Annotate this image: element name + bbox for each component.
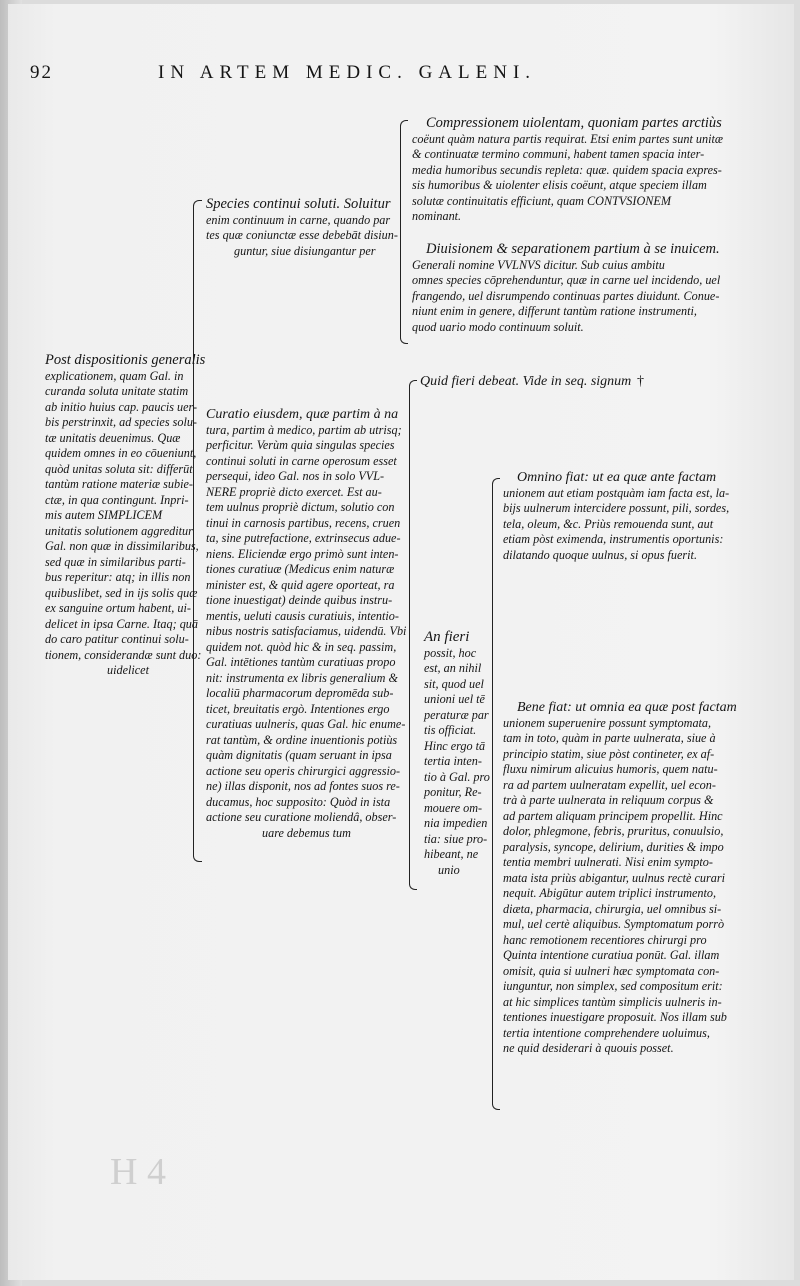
curatio-line: actione seu operis chirurgici aggressio- xyxy=(206,763,401,778)
omnino-line: tela, oleum, &c. Priùs remouenda sunt, aut xyxy=(503,516,714,531)
show-through-signature: H 4 xyxy=(110,1151,166,1193)
diuisio-text xyxy=(412,242,720,335)
curatio-line: Curatio eiusdem, quæ partim à na xyxy=(206,407,399,422)
an-fieri-line: tertia inten- xyxy=(424,754,482,768)
curatio-line: ne) illas disponit, nos ad fontes suos re- xyxy=(206,779,400,793)
bene-text xyxy=(503,700,737,1057)
bene-line: tertia intentione comprehendere uoluimus, xyxy=(503,1025,710,1040)
curatio-line: continui soluti in carne operosum esset xyxy=(206,453,397,468)
curatio-line: NERE propriè dicto exercet. Est au- xyxy=(206,484,382,499)
curatio-line: ta, sine putrefactione, extrinsecus adue- xyxy=(206,531,401,545)
bene-line: at hic simplices tantùm simplicis uulneris in- xyxy=(503,994,722,1009)
diuisio-line: Diuisionem & separationem partium à se inuicem. xyxy=(426,241,720,257)
an-fieri-line: est, an nihil xyxy=(424,661,482,675)
left-line: Gal. non quæ in dissimilaribus, xyxy=(45,539,199,553)
omnino-text xyxy=(503,470,729,563)
curatio-line: tem uulnus propriè dictum, solutio con xyxy=(206,500,395,514)
diuisio-line: quod uario modo continuum soluit. xyxy=(412,319,584,334)
an-fieri-line: hibeant, ne xyxy=(424,847,479,861)
left-line: Post dispositionis generalis xyxy=(45,352,206,368)
curatio-line: quàm dignitatis (quam seruant in ipsa xyxy=(206,748,392,762)
bene-line: ad partem aliquam principem propellit. Hinc xyxy=(503,808,723,823)
left-line: explicationem, quam Gal. in xyxy=(45,368,184,383)
compressio-line: coëunt quàm natura partis requirat. Etsi enim partes sunt unitæ xyxy=(412,131,724,146)
left-line: quidem omnes in eo cōueniunt, xyxy=(45,446,197,460)
left-line: tæ unitatis deuenimus. Quæ xyxy=(45,430,181,445)
left-line: tantùm ratione materiæ subie- xyxy=(45,477,193,491)
left-column-text xyxy=(45,353,205,679)
an-fieri-line: An fieri xyxy=(424,629,470,645)
left-line: curanda soluta unitate statim xyxy=(45,384,189,398)
bene-line: iunguntur, non simplex, sed compositum erit: xyxy=(503,979,723,993)
left-line: delicet in ipsa Carne. Itaq; quā xyxy=(45,616,198,631)
left-line: do caro patitur continui solu- xyxy=(45,632,189,646)
an-fieri-line: possit, hoc xyxy=(424,645,477,660)
diuisio-line: frangendo, uel disrumpendo continuas partes diuidunt. Conue- xyxy=(412,288,720,303)
omnino-line: bijs uulnerum intercidere possunt, pili, sordes, xyxy=(503,501,730,515)
an-fieri-line: sit, quod uel xyxy=(424,676,484,691)
curatio-line: nibus nostris satisfaciamus, uidendū. Vbi xyxy=(206,624,407,638)
bene-line: ne quid desiderari à quouis posset. xyxy=(503,1041,674,1055)
bene-line: tentia membri uulnerati. Nisi enim sympto- xyxy=(503,855,713,869)
brace-species xyxy=(400,120,408,344)
dagger-mark: † xyxy=(637,374,644,389)
curatio-line: persequi, ideo Gal. nos in solo VVL- xyxy=(206,469,385,483)
curatio-line: quidem not. quòd hic & in seq. passim, xyxy=(206,639,397,654)
left-line: tionem, considerandæ sunt duo: xyxy=(45,647,202,662)
bene-line: omisit, quia si uulneri hæc symptomata con- xyxy=(503,963,720,978)
omnino-line: dilatando quoque uulnus, si opus fuerit. xyxy=(503,547,697,562)
running-title: IN ARTEM MEDIC. GALENI. xyxy=(158,62,537,83)
bene-line: hanc remotionem recentiores chirurgi pro xyxy=(503,932,707,947)
diuisio-line: Generali nomine VVLNVS dicitur. Sub cuius ambitu xyxy=(412,257,665,272)
left-line: unitatis solutionem aggreditur xyxy=(45,523,193,538)
compressio-line: media humoribus secundis repleta: quæ. quidem spacia expres- xyxy=(412,162,722,177)
left-line: sed quæ in similaribus parti- xyxy=(45,554,186,569)
compressio-line: nominant. xyxy=(412,209,462,223)
bene-line: fluxu nimirum alicuius humoris, quem natu- xyxy=(503,762,718,776)
curatio-line: rat tantùm, & ordine inuentionis potiùs xyxy=(206,732,398,747)
quid-fieri-text xyxy=(420,374,631,390)
an-fieri-line: Hinc ergo tā xyxy=(424,738,486,753)
curatio-text xyxy=(206,407,406,841)
left-line: ex sanguine ortum habent, ui- xyxy=(45,601,191,615)
omnino-line: etiam pòst eximenda, instrumentis oportunis: xyxy=(503,532,724,546)
an-fieri-line: unioni uel tē xyxy=(424,692,485,706)
bene-line: Quinta intentione curatiua ponūt. Gal. illam xyxy=(503,948,720,962)
bene-line: mata ista priùs abigantur, uulnus rectè curari xyxy=(503,870,725,885)
left-line: quòd unitas soluta sit: differūt xyxy=(45,461,193,476)
species-line: guntur, siue disiungantur per xyxy=(234,243,376,258)
curatio-line: perficitur. Verùm quia singulas species xyxy=(206,438,395,452)
curatio-line: ticet, breuitatis ergò. Intentiones ergo xyxy=(206,701,390,716)
diuisio-line: niunt enim in genere, differunt tantùm ratione instrumenti, xyxy=(412,304,697,318)
bene-line: diæta, pharmacia, chirurgia, uel omnibus si- xyxy=(503,901,722,916)
brace-curatio xyxy=(409,380,417,890)
an-fieri-line: unio xyxy=(438,862,460,877)
species-text xyxy=(206,197,398,259)
species-line: Species continui soluti. Soluitur xyxy=(206,196,391,212)
bene-line: tam in toto, quàm in parte uulnerata, siue à xyxy=(503,731,716,745)
curatio-line: actione seu curatione moliendâ, obser- xyxy=(206,810,397,824)
species-line: enim continuum in carne, quando par xyxy=(206,212,391,227)
left-line: mis autem SIMPLICEM xyxy=(45,508,163,522)
curatio-line: uare debemus tum xyxy=(262,825,351,840)
quid-fieri-line: Quid fieri debeat. Vide in seq. signum xyxy=(420,374,632,389)
bene-line: Bene fiat: ut omnia ea quæ post factam xyxy=(517,700,737,715)
an-fieri-line: tis officiat. xyxy=(424,723,477,737)
left-line: quibuslibet, sed in ijs solis quæ xyxy=(45,585,198,600)
bene-line: mul, uel certè aliquibus. Symptomatum porrò xyxy=(503,917,725,931)
curatio-line: tura, partim à medico, partim ab utrisq; xyxy=(206,422,402,437)
bene-line: nequit. Abigūtur autem triplici instrumento, xyxy=(503,886,717,900)
brace-an-fieri xyxy=(492,478,500,1110)
curatio-line: nit: instrumenta ex libris generalium & xyxy=(206,670,398,685)
an-fieri-line: peraturæ par xyxy=(424,707,489,722)
left-line: bus reperitur: atq; in illis non xyxy=(45,570,191,584)
curatio-line: localiū pharmacorum depromēda sub- xyxy=(206,686,394,700)
an-fieri-text xyxy=(424,630,490,878)
compressio-text xyxy=(412,116,723,225)
an-fieri-line: mouere om- xyxy=(424,800,483,815)
bene-line: paralysis, syncope, delirium, durities & impo xyxy=(503,839,724,854)
left-line: ctæ, in qua contingunt. Inpri- xyxy=(45,492,189,507)
bene-line: trà à parte uulnerata in reliquum corpus & xyxy=(503,793,714,807)
curatio-line: Gal. intētiones tantùm curatiuas propo xyxy=(206,655,396,669)
bene-line: tentiones inuestigare proposuit. Nos illam sub xyxy=(503,1010,727,1024)
bene-line: dolor, phlegmone, febris, pruritus, conuulsio, xyxy=(503,824,724,838)
diuisio-line: omnes species cōprehenduntur, quæ in carne uel incidendo, uel xyxy=(412,273,721,287)
species-line: tes quæ coniunctæ esse debebāt disiun- xyxy=(206,228,398,242)
omnino-line: Omnino fiat: ut ea quæ ante factam xyxy=(517,470,717,485)
curatio-line: tinui in carnosis partibus, recens, cruen xyxy=(206,515,401,530)
bene-line: principio statim, siue pòst contineter, ex af- xyxy=(503,746,715,761)
curatio-line: ducamus, hoc supposito: Quòd in ista xyxy=(206,794,391,809)
an-fieri-line: ponitur, Re- xyxy=(424,785,482,799)
curatio-line: tione inuestigat) deinde quibus instru- xyxy=(206,593,393,607)
an-fieri-line: tia: siue pro- xyxy=(424,831,488,846)
curatio-line: mentis, ueluti causis curatiuis, intentio- xyxy=(206,608,399,623)
omnino-line: unionem aut etiam postquàm iam facta est, la- xyxy=(503,485,730,500)
curatio-line: curatiuas uulneris, quas Gal. hic enume- xyxy=(206,717,406,731)
bene-line: unionem superuenire possunt symptomata, xyxy=(503,715,712,730)
compressio-line: Compressionem uiolentam, quoniam partes arctiùs xyxy=(426,115,722,131)
curatio-line: tiones curatiuæ (Medicus enim naturæ xyxy=(206,562,395,576)
curatio-line: niens. Eliciendæ ergo primò sunt inten- xyxy=(206,546,399,561)
bene-line: ra ad partem uulneratam expellit, uel econ- xyxy=(503,777,716,792)
an-fieri-line: tio à Gal. pro xyxy=(424,769,490,784)
left-line: ab initio huius cap. paucis uer- xyxy=(45,399,198,414)
left-line: bis perstrinxit, ad species solu- xyxy=(45,415,197,429)
compressio-line: & continuatæ termino communi, habent tamen spacia inter- xyxy=(412,147,705,161)
page-number: 92 xyxy=(30,62,53,83)
curatio-line: minister est, & quid agere oporteat, ra xyxy=(206,577,395,592)
compressio-line: sis humoribus & uiolenter elisis coëunt, atque speciem illam xyxy=(412,178,707,192)
left-line: uidelicet xyxy=(107,663,149,677)
an-fieri-line: nia impedien xyxy=(424,816,488,830)
compressio-line: solutæ continuitatis efficiunt, quam CONTVSIONEM xyxy=(412,193,671,208)
